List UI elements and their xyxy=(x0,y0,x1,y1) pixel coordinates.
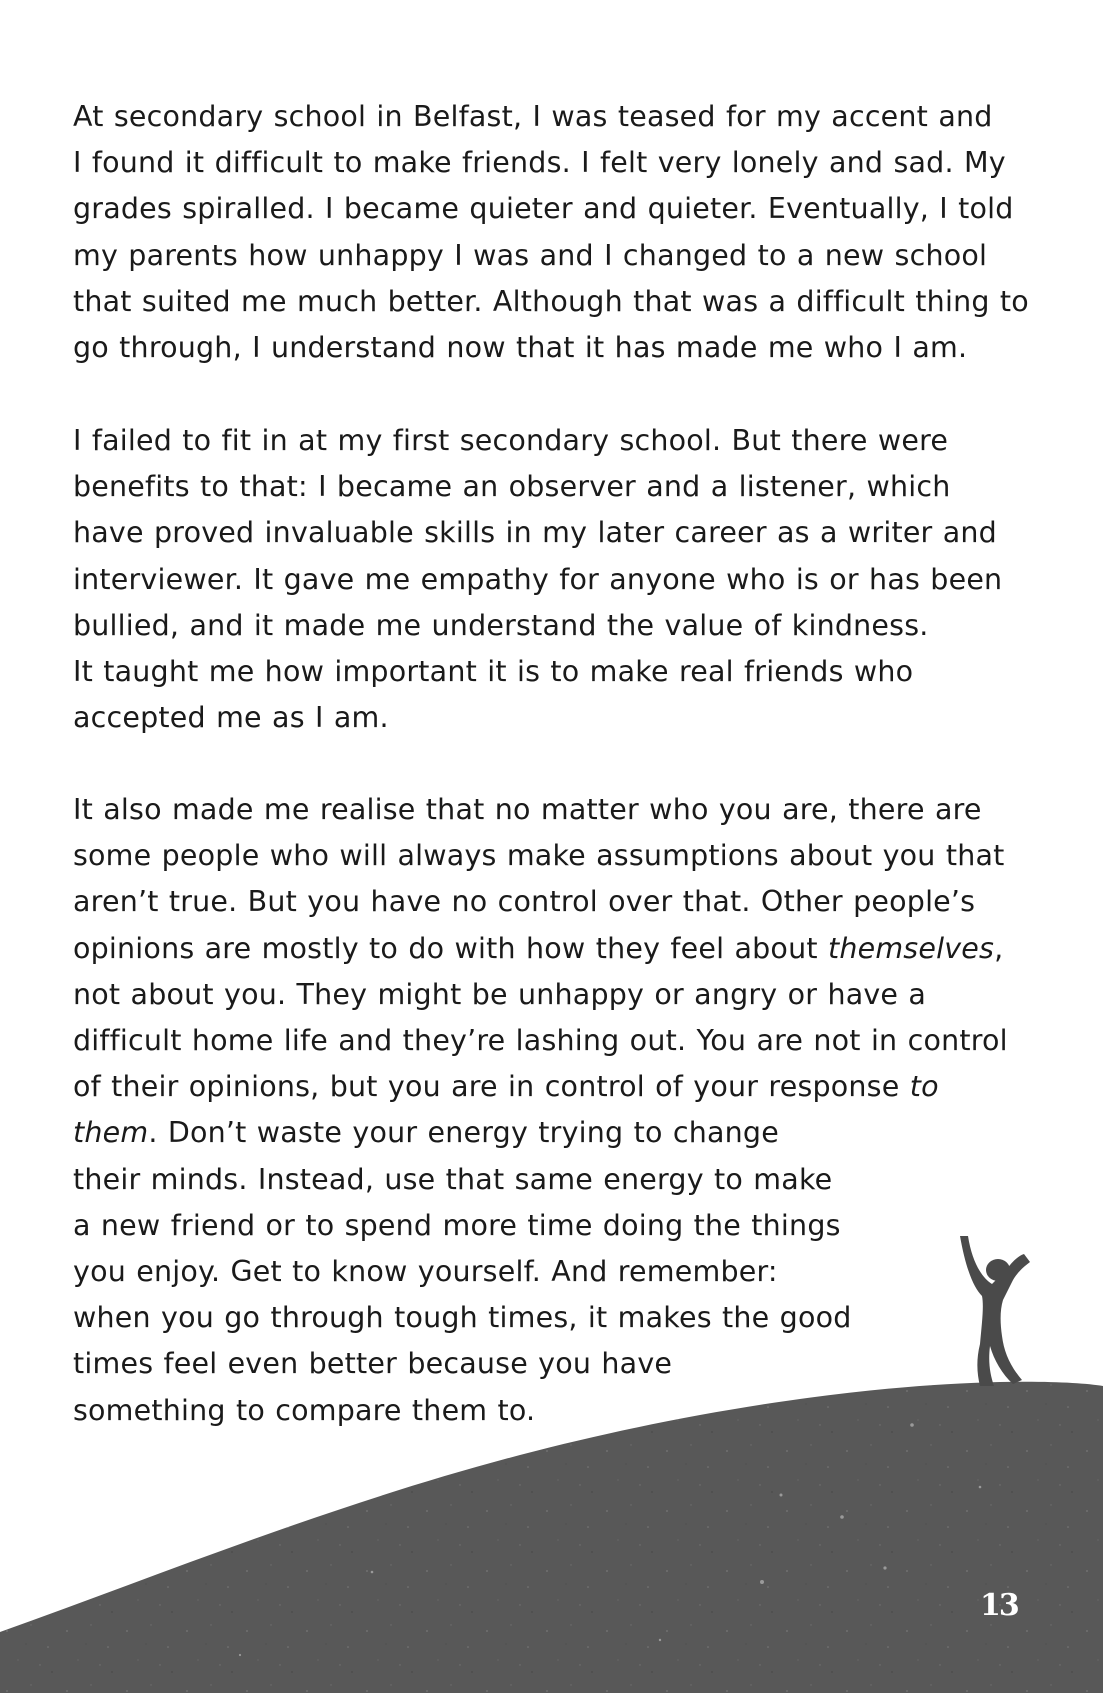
paragraph-line: benefits to that: I became an observer and a listener, which xyxy=(73,470,951,504)
paragraph-line: It taught me how important it is to make real friends who xyxy=(73,655,914,689)
emphasis-text: them xyxy=(73,1116,149,1150)
paragraph-line: grades spiralled. I became quieter and quieter. Eventually, I told xyxy=(73,192,1014,226)
paragraph-line: accepted me as I am. xyxy=(73,701,389,735)
paragraph-1 xyxy=(73,94,1033,371)
paragraph-2 xyxy=(73,418,1033,741)
paragraph-line: difficult home life and they’re lashing out. You are not in control xyxy=(73,1024,1008,1058)
paragraph-3 xyxy=(73,787,1033,1434)
paragraph-line: you enjoy. Get to know yourself. And remember: xyxy=(73,1255,778,1289)
paragraph-line: my parents how unhappy I was and I changed to a new school xyxy=(73,238,988,272)
paragraph-line: not about you. They might be unhappy or angry or have a xyxy=(73,977,927,1011)
paragraph-line: I failed to fit in at my first secondary school. But there were xyxy=(73,424,949,457)
paragraph-line: a new friend or to spend more time doing the things xyxy=(73,1208,841,1242)
paragraph-line: something to compare them to. xyxy=(73,1393,536,1427)
paragraph-line: aren’t true. But you have no control over that. Other people’s xyxy=(73,885,976,919)
paragraph-line: times feel even better because you have xyxy=(73,1347,673,1381)
paragraph-line: some people who will always make assumptions about you that xyxy=(73,839,1005,873)
paragraph-line: I found it difficult to make friends. I felt very lonely and sad. My xyxy=(73,146,1006,180)
paragraph-line: them. Don’t waste your energy trying to change xyxy=(73,1116,779,1150)
paragraph-line: opinions are mostly to do with how they feel about themselves, xyxy=(73,931,1004,965)
paragraph-line: when you go through tough times, it makes the good xyxy=(73,1301,852,1335)
page-number: 13 xyxy=(980,1588,1018,1623)
paragraph-line: interviewer. It gave me empathy for anyone who is or has been xyxy=(73,562,1003,596)
paragraph-line: At secondary school in Belfast, I was teased for my accent and xyxy=(73,100,993,133)
paragraph-line: that suited me much better. Although that was a difficult thing to xyxy=(73,284,1029,318)
paragraph-line: have proved invaluable skills in my later career as a writer and xyxy=(73,516,997,550)
paragraph-line: of their opinions, but you are in control of your response to xyxy=(73,1070,939,1104)
paragraph-line: go through, I understand now that it has made me who I am. xyxy=(73,331,968,365)
emphasis-text: themselves xyxy=(827,931,995,965)
paragraph-line: their minds. Instead, use that same energy to make xyxy=(73,1162,833,1196)
paragraph-line: It also made me realise that no matter who you are, there are xyxy=(73,793,982,826)
emphasis-text: to xyxy=(909,1070,939,1104)
paragraph-line: bullied, and it made me understand the value of kindness. xyxy=(73,608,929,642)
